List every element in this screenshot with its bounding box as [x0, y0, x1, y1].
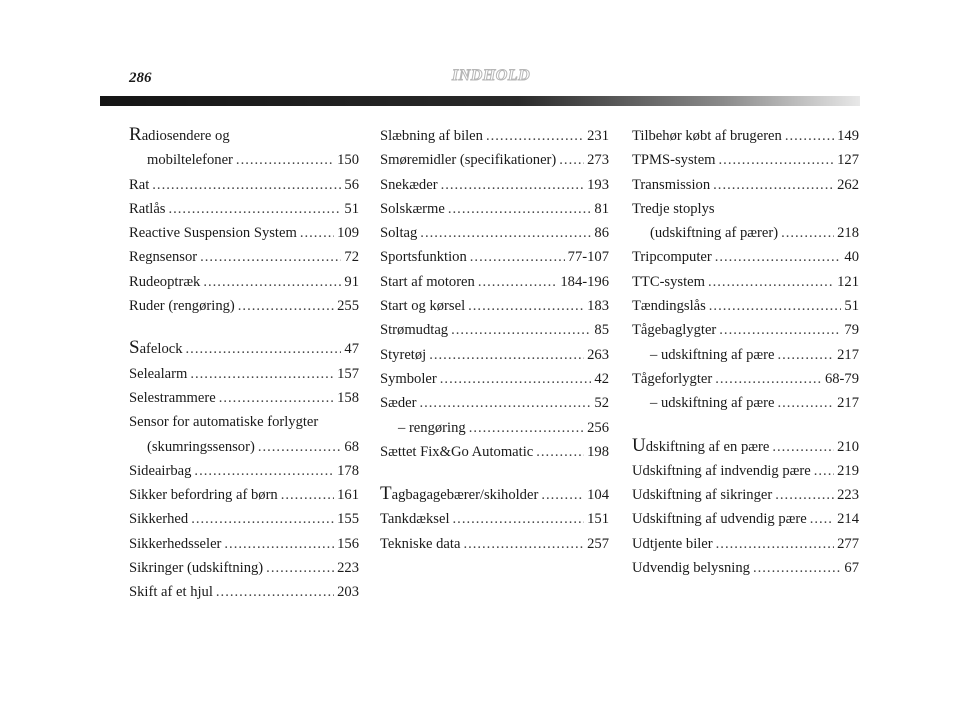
index-term: TTC-system — [632, 273, 705, 290]
index-line — [129, 221, 359, 245]
index-line — [632, 435, 859, 459]
page-reference: 214 — [837, 511, 859, 528]
page-reference: 51 — [344, 200, 359, 217]
dot-leader — [300, 221, 334, 245]
dot-leader — [719, 148, 835, 172]
index-term: Sikkerhedsseler — [129, 535, 222, 552]
index-term: Rudeoptræk — [129, 273, 201, 290]
index-line — [129, 270, 359, 294]
index-entry — [632, 507, 859, 531]
index-term: (skumringssensor) — [147, 438, 255, 455]
index-term: Symboler — [380, 370, 437, 387]
index-term: Tågeforlygter — [632, 370, 713, 387]
dot-leader — [281, 483, 334, 507]
page-reference: 51 — [844, 298, 859, 315]
index-line — [129, 580, 359, 604]
dot-leader — [468, 294, 584, 318]
page-reference: 77-107 — [567, 249, 609, 266]
section-gap — [129, 318, 359, 337]
index-term: Udvendig belysning — [632, 560, 750, 577]
dot-leader — [453, 507, 585, 531]
index-line — [632, 124, 859, 148]
page-reference: 109 — [337, 225, 359, 242]
index-entry — [129, 245, 359, 269]
page-reference: 218 — [837, 225, 859, 242]
index-entry — [632, 173, 859, 197]
index-entry — [129, 124, 359, 173]
index-entry-heading: R adiosendere og — [129, 124, 230, 145]
dot-leader — [419, 391, 591, 415]
dot-leader — [224, 532, 334, 556]
dot-leader — [541, 483, 584, 507]
index-line — [129, 483, 359, 507]
page-reference: 257 — [587, 535, 609, 552]
index-entry — [380, 507, 609, 531]
page-reference: 273 — [587, 152, 609, 169]
index-entry — [129, 556, 359, 580]
index-term: – udskiftning af pære — [650, 395, 775, 412]
dot-leader — [486, 124, 584, 148]
index-entry — [380, 270, 609, 294]
index-entry — [380, 124, 609, 148]
index-entry — [632, 318, 859, 342]
index-entry — [380, 343, 609, 367]
dot-leader — [258, 435, 342, 459]
index-term: Tankdæksel — [380, 511, 450, 528]
index-line — [129, 337, 359, 361]
page-reference: 157 — [337, 365, 359, 382]
dot-leader — [469, 416, 584, 440]
index-column-2 — [380, 124, 609, 556]
index-term: Smøremidler (specifikationer) — [380, 152, 557, 169]
section-gap — [380, 464, 609, 483]
index-line — [129, 148, 359, 172]
dot-leader — [216, 580, 334, 604]
dot-leader — [186, 337, 342, 361]
dot-leader — [470, 245, 565, 269]
index-entry — [380, 440, 609, 464]
page-reference: 217 — [837, 346, 859, 363]
index-term: Rat — [129, 176, 150, 193]
page-reference: 56 — [344, 176, 359, 193]
page-reference: 155 — [337, 511, 359, 528]
index-term: Ruder (rengøring) — [129, 298, 235, 315]
index-entry — [380, 483, 609, 507]
index-term: Udskiftning af en pære — [632, 434, 770, 456]
dot-leader — [753, 556, 841, 580]
page-reference: 183 — [587, 298, 609, 315]
index-term: Start og kørsel — [380, 298, 466, 315]
index-line — [632, 270, 859, 294]
index-term: Sæder — [380, 395, 417, 412]
index-term: Udskiftning af udvendig pære — [632, 511, 807, 528]
index-term: Sideairbag — [129, 462, 192, 479]
index-entry — [380, 245, 609, 269]
index-line — [380, 507, 609, 531]
index-term: (udskiftning af pærer) — [650, 225, 779, 242]
dot-leader — [772, 435, 834, 459]
index-entry — [129, 410, 359, 459]
index-line — [380, 148, 609, 172]
page-reference: 223 — [337, 560, 359, 577]
page-reference: 91 — [344, 273, 359, 290]
page-reference: 47 — [344, 341, 359, 358]
dot-leader — [194, 459, 334, 483]
page-reference: 85 — [594, 322, 609, 339]
index-entry — [129, 173, 359, 197]
dot-leader — [715, 245, 842, 269]
index-entry — [380, 416, 609, 440]
index-line — [380, 270, 609, 294]
dot-leader — [713, 173, 834, 197]
index-term: Transmission — [632, 176, 711, 193]
page-reference: 158 — [337, 389, 359, 406]
index-entry-heading: Tredje stoplys — [632, 200, 715, 217]
dot-leader — [152, 173, 341, 197]
index-term: Soltag — [380, 225, 418, 242]
index-column-3 — [632, 124, 859, 580]
page-reference: 203 — [337, 584, 359, 601]
index-line — [380, 245, 609, 269]
page-reference: 161 — [337, 487, 359, 504]
index-line — [632, 483, 859, 507]
dot-leader — [777, 343, 834, 367]
index-line — [129, 294, 359, 318]
index-entry — [380, 173, 609, 197]
page-reference: 193 — [587, 176, 609, 193]
index-term: Sportsfunktion — [380, 249, 467, 266]
index-line — [632, 245, 859, 269]
dot-leader — [814, 459, 834, 483]
index-term: Strømudtag — [380, 322, 449, 339]
index-entry — [129, 221, 359, 245]
index-term: Selealarm — [129, 365, 188, 382]
index-line — [632, 367, 859, 391]
index-term: Reactive Suspension System — [129, 225, 297, 242]
index-term: Tagbagagebærer/skiholder — [380, 483, 539, 505]
index-line — [632, 459, 859, 483]
page-reference: 255 — [337, 298, 359, 315]
index-line — [632, 556, 859, 580]
index-entry — [380, 532, 609, 556]
dot-leader — [448, 197, 592, 221]
index-line — [380, 440, 609, 464]
dot-leader — [200, 245, 341, 269]
index-line — [129, 173, 359, 197]
page-reference: 81 — [594, 200, 609, 217]
index-entry — [129, 386, 359, 410]
index-line — [380, 391, 609, 415]
index-line — [380, 532, 609, 556]
dot-leader — [775, 483, 834, 507]
index-entry — [129, 532, 359, 556]
dot-leader — [709, 294, 842, 318]
index-term: Safelock — [129, 337, 183, 359]
dot-leader — [777, 391, 834, 415]
index-line — [632, 148, 859, 172]
index-term: – udskiftning af pære — [650, 346, 775, 363]
index-entry — [380, 294, 609, 318]
header-rule — [100, 96, 860, 106]
index-term: TPMS-system — [632, 152, 716, 169]
dot-leader — [536, 440, 584, 464]
index-line — [129, 362, 359, 386]
index-line — [380, 173, 609, 197]
index-entry — [632, 148, 859, 172]
page-reference: 150 — [337, 152, 359, 169]
index-line — [380, 318, 609, 342]
dot-leader — [451, 318, 591, 342]
index-term: Styretøj — [380, 346, 427, 363]
index-term: Sikker befordring af børn — [129, 487, 278, 504]
index-entry — [632, 367, 859, 391]
index-term: Tågebaglygter — [632, 322, 717, 339]
index-term: Snekæder — [380, 176, 438, 193]
page-reference: 42 — [594, 370, 609, 387]
page-reference: 256 — [587, 419, 609, 436]
index-line — [632, 221, 859, 245]
page-number: 286 — [129, 70, 152, 86]
index-entry — [632, 270, 859, 294]
index-entry — [380, 197, 609, 221]
index-entry — [129, 459, 359, 483]
index-entry — [632, 294, 859, 318]
index-term: Skift af et hjul — [129, 584, 213, 601]
index-line — [632, 532, 859, 556]
dot-leader — [440, 367, 592, 391]
page-reference: 217 — [837, 395, 859, 412]
index-term: Tilbehør købt af brugeren — [632, 128, 782, 144]
page-reference: 127 — [837, 152, 859, 169]
index-entry — [129, 580, 359, 604]
dot-leader — [478, 270, 558, 294]
page-reference: 68 — [344, 438, 359, 455]
index-line — [380, 416, 609, 440]
dot-leader — [810, 507, 834, 531]
index-entry — [632, 391, 859, 415]
index-entry — [129, 294, 359, 318]
dot-leader — [238, 294, 334, 318]
page-reference: 149 — [837, 128, 859, 144]
dot-leader — [708, 270, 834, 294]
dot-leader — [441, 173, 585, 197]
dot-leader — [463, 532, 584, 556]
index-line — [129, 507, 359, 531]
index-line — [129, 459, 359, 483]
page-reference: 184-196 — [560, 273, 609, 290]
index-term: Solskærme — [380, 200, 445, 217]
dot-leader — [420, 221, 591, 245]
page-reference: 68-79 — [824, 370, 859, 387]
index-line — [129, 197, 359, 221]
page-reference: 231 — [587, 128, 609, 144]
page-reference: 223 — [837, 487, 859, 504]
index-entry — [632, 245, 859, 269]
dot-leader — [236, 148, 334, 172]
index-column-1 — [129, 124, 359, 605]
index-term: Ratlås — [129, 200, 166, 217]
index-line — [632, 391, 859, 415]
dot-leader — [168, 197, 341, 221]
dot-leader — [429, 343, 584, 367]
section-gap — [632, 416, 859, 435]
page-reference: 262 — [837, 176, 859, 193]
index-line — [632, 507, 859, 531]
page-reference: 52 — [594, 395, 609, 412]
page-reference: 67 — [844, 560, 859, 577]
index-entry — [380, 221, 609, 245]
index-line — [380, 367, 609, 391]
index-entry — [380, 318, 609, 342]
dot-leader — [785, 124, 834, 148]
index-line — [632, 343, 859, 367]
page-reference: 79 — [844, 322, 859, 339]
index-entry — [129, 483, 359, 507]
index-term: Sættet Fix&Go Automatic — [380, 443, 534, 460]
dot-leader — [190, 362, 334, 386]
index-entry — [380, 391, 609, 415]
page-reference: 198 — [587, 443, 609, 460]
index-entry — [632, 124, 859, 148]
index-entry — [632, 435, 859, 459]
index-entry — [632, 197, 859, 246]
index-entry — [129, 197, 359, 221]
index-term: Sikkerhed — [129, 511, 189, 528]
index-line — [380, 197, 609, 221]
index-line — [380, 124, 609, 148]
index-entry — [129, 507, 359, 531]
index-entry-heading: Sensor for automatiske forlygter — [129, 414, 319, 431]
index-line — [632, 294, 859, 318]
dot-leader — [219, 386, 334, 410]
index-line — [129, 556, 359, 580]
dot-leader — [191, 507, 334, 531]
index-entry — [380, 148, 609, 172]
dot-leader — [203, 270, 341, 294]
dot-leader — [716, 532, 834, 556]
index-entry — [632, 556, 859, 580]
page-reference: 151 — [587, 511, 609, 528]
dot-leader — [715, 367, 822, 391]
index-term: Udskiftning af sikringer — [632, 487, 773, 504]
index-term: Tripcomputer — [632, 249, 712, 266]
page-reference: 210 — [837, 438, 859, 455]
index-entry — [632, 459, 859, 483]
index-entry — [129, 337, 359, 361]
dot-leader — [559, 148, 584, 172]
index-entry — [632, 483, 859, 507]
index-line — [129, 386, 359, 410]
index-line — [632, 173, 859, 197]
index-term: Regnsensor — [129, 249, 198, 266]
index-line — [380, 343, 609, 367]
index-line — [380, 221, 609, 245]
index-term: Udskiftning af indvendig pære — [632, 462, 811, 479]
page-reference: 263 — [587, 346, 609, 363]
index-term: Slæbning af bilen — [380, 128, 483, 144]
index-term: Tekniske data — [380, 535, 461, 552]
page-reference: 40 — [844, 249, 859, 266]
index-line — [129, 532, 359, 556]
page-reference: 72 — [344, 249, 359, 266]
index-entry — [129, 270, 359, 294]
index-line — [380, 294, 609, 318]
index-term: – rengøring — [398, 419, 466, 436]
index-term: Sikringer (udskiftning) — [129, 560, 264, 577]
page-reference: 178 — [337, 462, 359, 479]
page-reference: 277 — [837, 535, 859, 552]
dot-leader — [719, 318, 841, 342]
section-title: INDHOLD — [452, 67, 531, 84]
page-reference: 86 — [594, 225, 609, 242]
index-term: Udtjente biler — [632, 535, 713, 552]
index-line — [380, 483, 609, 507]
dot-leader — [781, 221, 834, 245]
index-term: Start af motoren — [380, 273, 475, 290]
index-entry — [632, 343, 859, 367]
index-term: Tændingslås — [632, 298, 706, 315]
index-line — [129, 435, 359, 459]
index-line — [632, 318, 859, 342]
index-entry — [380, 367, 609, 391]
index-term: mobiltelefoner — [147, 152, 233, 169]
index-line — [129, 245, 359, 269]
index-term: Selestrammere — [129, 389, 216, 406]
page-reference: 104 — [587, 487, 609, 504]
index-entry — [129, 362, 359, 386]
page-reference: 121 — [837, 273, 859, 290]
dot-leader — [266, 556, 334, 580]
page-reference: 219 — [837, 462, 859, 479]
page-reference: 156 — [337, 535, 359, 552]
index-entry — [632, 532, 859, 556]
